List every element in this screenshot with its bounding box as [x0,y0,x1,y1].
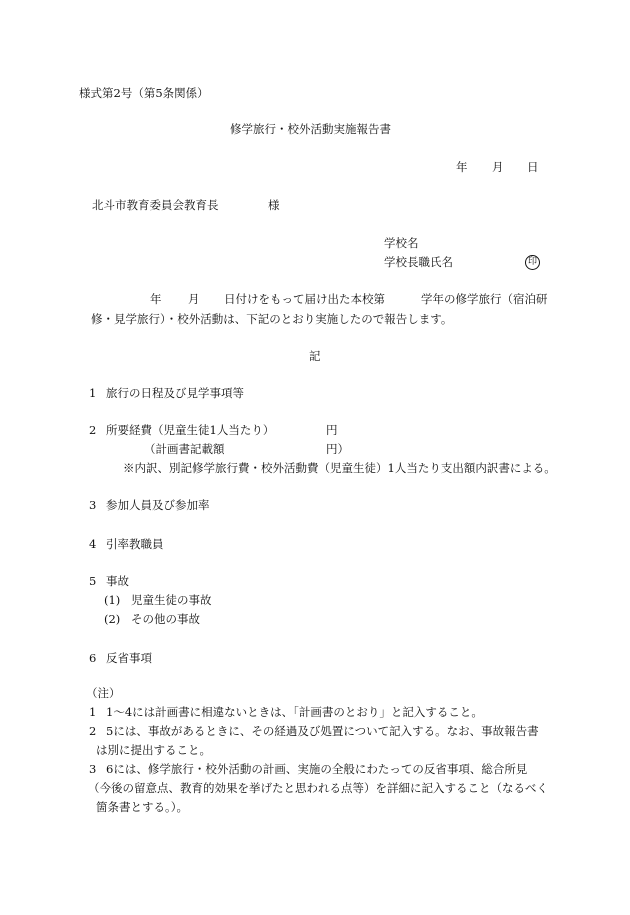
item-6-number: 6 [89,651,97,665]
date-month: 月 [492,160,504,174]
note-2-number: 2 [89,724,97,738]
form-number: 様式第2号（第5条関係） [79,86,209,100]
note-2-line-1: 5には、事故があるときに、その経過及び処置について記入する。なお、事故報告書 [106,724,539,738]
notes-heading: （注） [86,686,121,700]
document-title: 修学旅行・校外活動実施報告書 [230,122,391,136]
item-2-plan-yen: 円） [326,442,349,456]
note-3-number: 3 [89,762,97,776]
item-2-label: 所要経費（児童生徒1人当たり） [106,423,275,437]
item-2-note: ※内訳、別記修学旅行費・校外活動費（児童生徒）1人当たり支出額内訳書による。 [123,461,556,475]
item-5-sub-2-label: その他の事故 [131,612,200,626]
note-1-number: 1 [89,705,97,719]
date-year: 年 [456,160,468,174]
note-3-line-1: 6には、修学旅行・校外活動の計画、実施の全般にわたっての反省事項、総合所見 [106,762,528,776]
item-4-number: 4 [89,537,97,551]
item-3-number: 3 [89,498,97,512]
item-1-number: 1 [89,386,97,400]
item-6-label: 反省事項 [106,651,152,665]
school-name-label: 学校名 [384,236,419,250]
note-2-line-2: は別に提出すること。 [96,743,211,757]
item-5-label: 事故 [106,574,129,588]
item-2-number: 2 [89,423,97,437]
item-5-number: 5 [89,574,97,588]
item-1-label: 旅行の日程及び見学事項等 [106,386,244,400]
intro-text-1: 日付けをもって届け出た本校第 [224,292,385,306]
seal-mark: 印 [525,255,540,270]
intro-text-2: 学年の修学旅行（宿泊研 [421,292,548,306]
item-5-sub-2-number: (2) [104,612,121,626]
ki-heading: 記 [309,349,321,363]
item-4-label: 引率教職員 [106,537,164,551]
intro-month: 月 [188,292,200,306]
principal-name-label: 学校長職氏名 [384,255,453,269]
item-5-sub-1-number: (1) [104,593,121,607]
note-3-line-2: （今後の留意点、教育的効果を挙げたと思われる点等）を詳細に記入すること（なるべく [88,781,548,795]
addressee-honorific: 様 [268,198,280,212]
item-3-label: 参加人員及び参加率 [106,498,210,512]
item-2-yen: 円 [326,423,338,437]
intro-line-2: 修・見学旅行）・校外活動は、下記のとおり実施したので報告します。 [91,312,453,326]
date-day: 日 [527,160,539,174]
intro-year: 年 [150,292,162,306]
item-5-sub-1-label: 児童生徒の事故 [131,593,212,607]
item-2-plan-label: （計画書記載額 [144,442,225,456]
addressee-name: 北斗市教育委員会教育長 [92,198,219,212]
note-3-line-3: 箇条書とする。）。 [96,800,188,814]
note-1-text: 1～4には計画書に相違ないときは、「計画書のとおり」と記入すること。 [106,705,483,719]
